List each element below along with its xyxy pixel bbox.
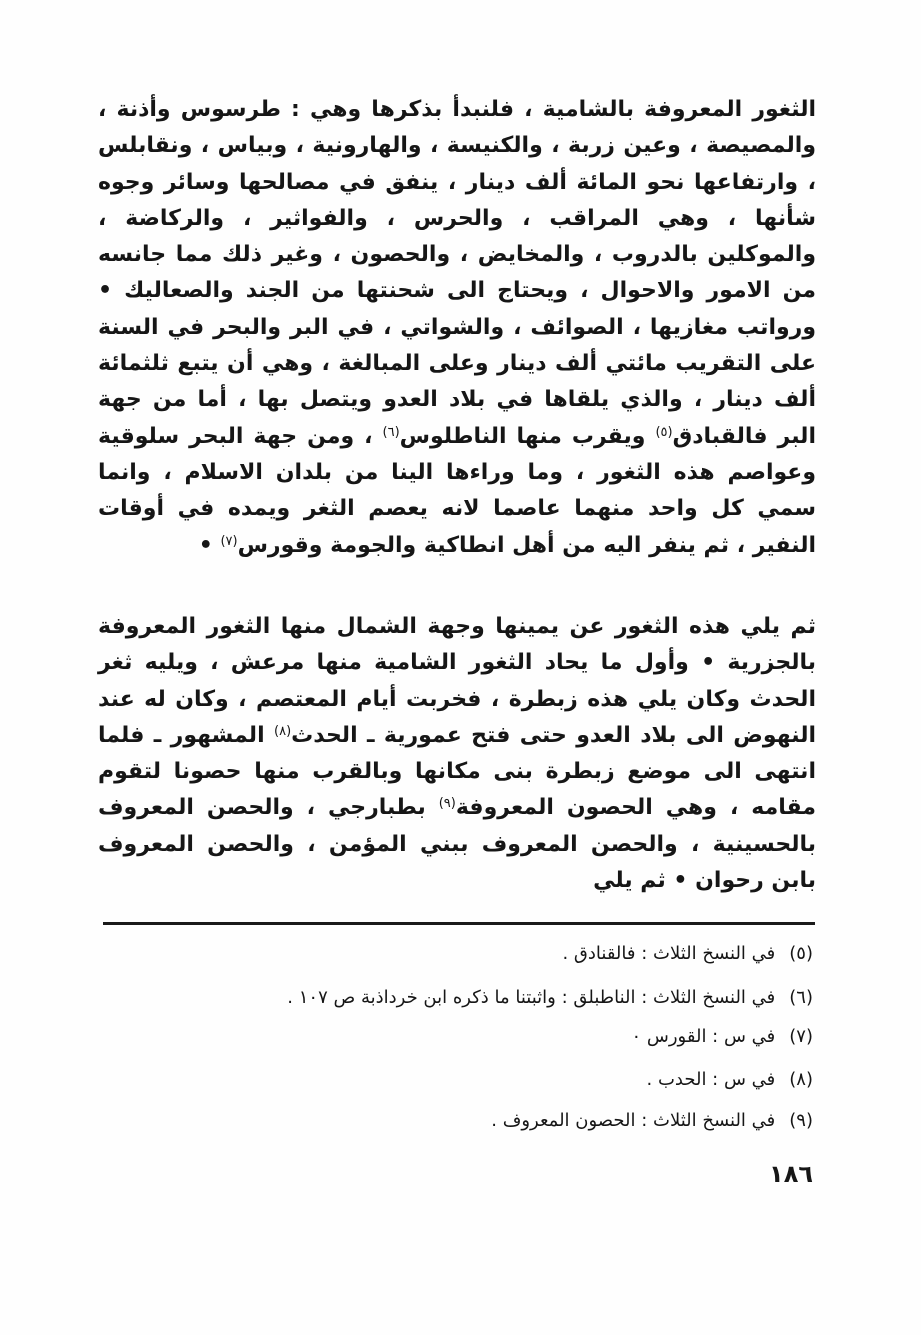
footnote-text: في س : الحدب .	[646, 1069, 776, 1090]
para1-text-b: ويقرب منها الناطلوس	[399, 423, 656, 449]
para2-text-c: بطبارجي ، والحصن المعروف بالحسينية ، والحصن المعروف ببني المؤمن ، والحصن المعروف بابن رحوان • ثم يلي	[98, 795, 816, 894]
footnote-ref-7: (٧)	[220, 533, 238, 549]
footnote-9	[491, 1108, 813, 1134]
para1-text-a: الثغور المعروفة بالشامية ، فلنبدأ بذكرها وهي : طرسوس وأذنة ، والمصيصة ، وعين زربة ، والكنيسة ، والهارونية ، وبياس ، ونقابلس ، وارتفاعها نحو المائة ألف دينار ، ينفق في مصالحها وسائر وجوه شأنها ، وهي المراقب ، والحرس ، والفواثير ، والركاضة ، والموكلين بالدروب ، والمخايض ، والحصون ، وغير ذلك مما جانسه من الامور والاحوال ، ويحتاج الى شحنتها من الجند والصعاليك • ورواتب مغازيها ، الصوائف ، والشواتي ، في البر والبحر في السنة على التقريب مائتي ألف دينار وعلى المبالغة ، وهي أن يتبع ثلثمائة ألف دينار ، والذي يلقاها في بلاد العدو ويتصل بها ، أما من جهة البر فالقبادق	[98, 97, 816, 449]
body-paragraph-2	[98, 609, 816, 899]
footnote-ref-8: (٨)	[274, 723, 292, 739]
footnote-7	[632, 1024, 814, 1050]
footnote-ref-5: (٥)	[655, 424, 673, 440]
para1-text-d: •	[198, 532, 221, 558]
footnote-text: في النسخ الثلاث : الحصون المعروف .	[491, 1110, 776, 1131]
page-number: ١٨٦	[769, 1160, 813, 1188]
footnote-number: (٩)	[789, 1110, 813, 1131]
footnote-text: في النسخ الثلاث : الناطبلق : واثبتنا ما ذكره ابن خرداذبة ص ١٠٧ .	[287, 987, 776, 1008]
footnote-separator	[103, 922, 815, 925]
footnote-text: في س : القورس ٠	[631, 1026, 776, 1047]
footnote-6	[287, 985, 813, 1011]
para2-text-a: ثم يلي هذه الثغور عن يمينها وجهة الشمال منها الثغور المعروفة بالجزرية • وأول ما يحاد الثغور الشامية منها مرعش ، ويليه ثغر الحدث وكان يلي هذه زبطرة ، فخربت أيام المعتصم ، وكان له عند النهوض الى بلاد العدو حتى فتح عمورية ـ الحدث	[98, 614, 816, 748]
footnote-number: (٥)	[789, 943, 813, 964]
footnote-text: في النسخ الثلاث : فالقنادق .	[562, 943, 776, 964]
footnote-ref-6: (٦)	[382, 424, 400, 440]
footnote-ref-9: (٩)	[438, 796, 456, 812]
para1-text-c: ، ومن جهة البحر سلوقية وعواصم هذه الثغور ، وما وراءها الينا من بلدان الاسلام ، وانما سمي كل واحد منهما عاصما لانه يعصم الثغر ويمده في أوقات النفير ، ثم ينفر اليه من أهل انطاكية والجومة وقورس	[98, 423, 816, 558]
para2-text-b: المشهور ـ فلما انتهى الى موضع زبطرة بنى مكانها وبالقرب منها حصونا لتقوم مقامه ، وهي الحصون المعروفة	[98, 722, 816, 821]
footnote-number: (٧)	[789, 1026, 813, 1047]
footnote-number: (٨)	[789, 1069, 813, 1090]
footnote-8	[647, 1067, 814, 1093]
footnote-5	[562, 941, 813, 967]
body-paragraph-1	[98, 92, 816, 564]
footnote-number: (٦)	[789, 987, 813, 1008]
